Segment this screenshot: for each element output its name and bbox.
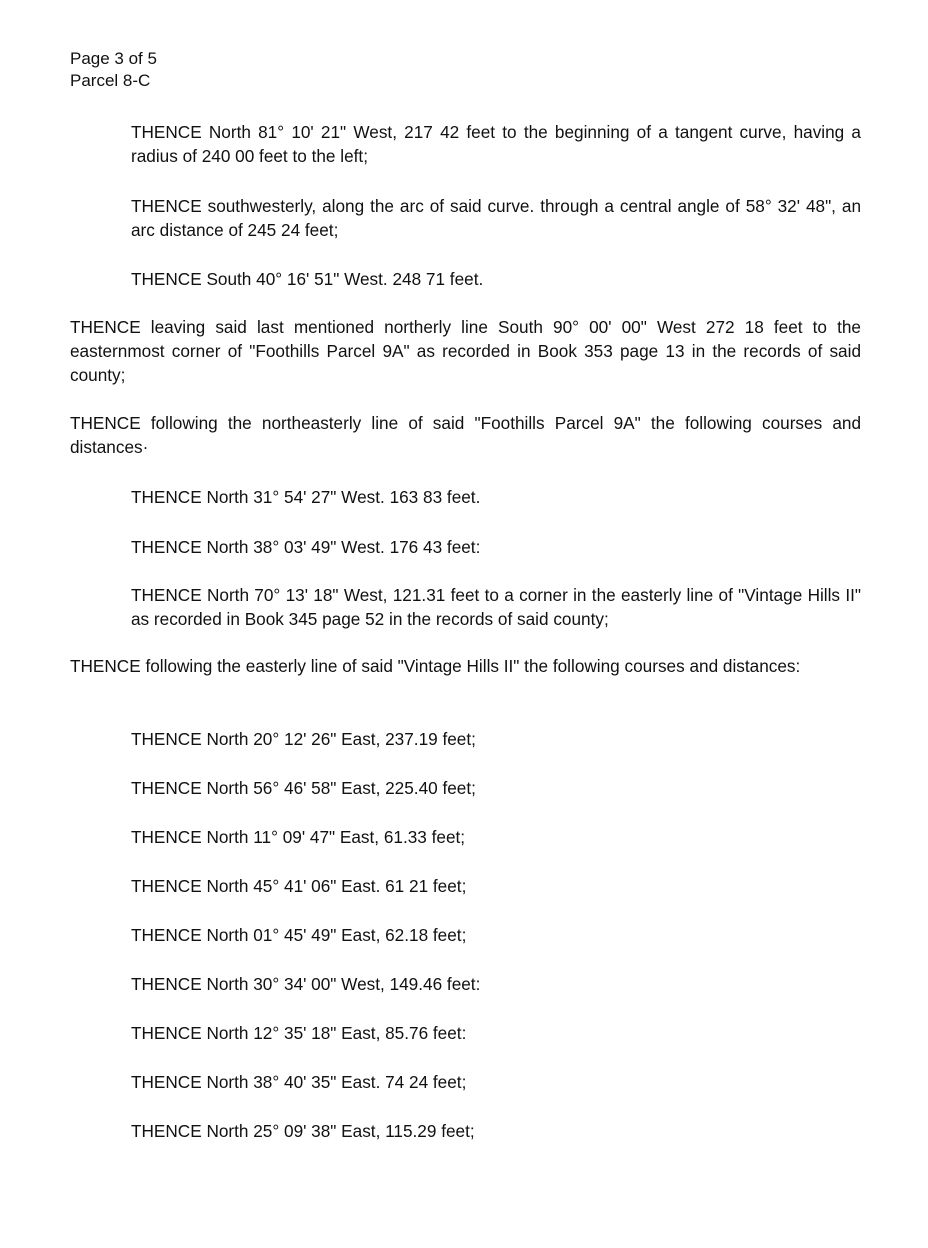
course-paragraph: THENCE North 11° 09' 47" East, 61.33 feet; [131, 827, 466, 847]
course-paragraph: THENCE North 01° 45' 49" East, 62.18 feet; [131, 925, 467, 945]
course-paragraph: THENCE North 38° 03' 49" West. 176 43 feet: [131, 537, 481, 557]
course-paragraph: THENCE following the northeasterly line of said "Foothills Parcel 9A" the following courses and distances· [70, 413, 861, 457]
course-paragraph: THENCE South 40° 16' 51" West. 248 71 feet. [131, 269, 484, 289]
page-header [70, 48, 157, 92]
course-paragraph: THENCE North 25° 09' 38" East, 115.29 feet; [131, 1121, 475, 1141]
course-paragraph: THENCE North 70° 13' 18" West, 121.31 feet to a corner in the easterly line of "Vintage Hills II" as recorded in Book 345 page 52 in the records of said county; [131, 585, 861, 629]
course-paragraph: THENCE North 81° 10' 21" West, 217 42 feet to the beginning of a tangent curve, having a radius of 240 00 feet to the left; [131, 122, 861, 166]
course-paragraph: THENCE North 30° 34' 00" West, 149.46 feet: [131, 974, 481, 994]
course-paragraph: THENCE North 45° 41' 06" East. 61 21 feet; [131, 876, 467, 896]
course-paragraph: THENCE North 56° 46' 58" East, 225.40 feet; [131, 778, 476, 798]
parcel-id: Parcel 8-C [70, 71, 151, 90]
course-paragraph: THENCE North 12° 35' 18" East, 85.76 feet: [131, 1023, 467, 1043]
page-number: Page 3 of 5 [70, 49, 157, 68]
course-paragraph: THENCE following the easterly line of said "Vintage Hills II" the following courses and distances: [70, 656, 801, 676]
course-paragraph: THENCE North 38° 40' 35" East. 74 24 feet; [131, 1072, 467, 1092]
course-paragraph: THENCE North 20° 12' 26" East, 237.19 feet; [131, 729, 476, 749]
course-paragraph: THENCE leaving said last mentioned northerly line South 90° 00' 00" West 272 18 feet to the easternmost corner of "Foothills Parcel 9A" as recorded in Book 353 page 13 in the records of said county; [70, 317, 861, 385]
course-paragraph: THENCE North 31° 54' 27" West. 163 83 feet. [131, 487, 481, 507]
course-paragraph: THENCE southwesterly, along the arc of said curve. through a central angle of 58° 32' 48", an arc distance of 245 24 feet; [131, 196, 861, 240]
